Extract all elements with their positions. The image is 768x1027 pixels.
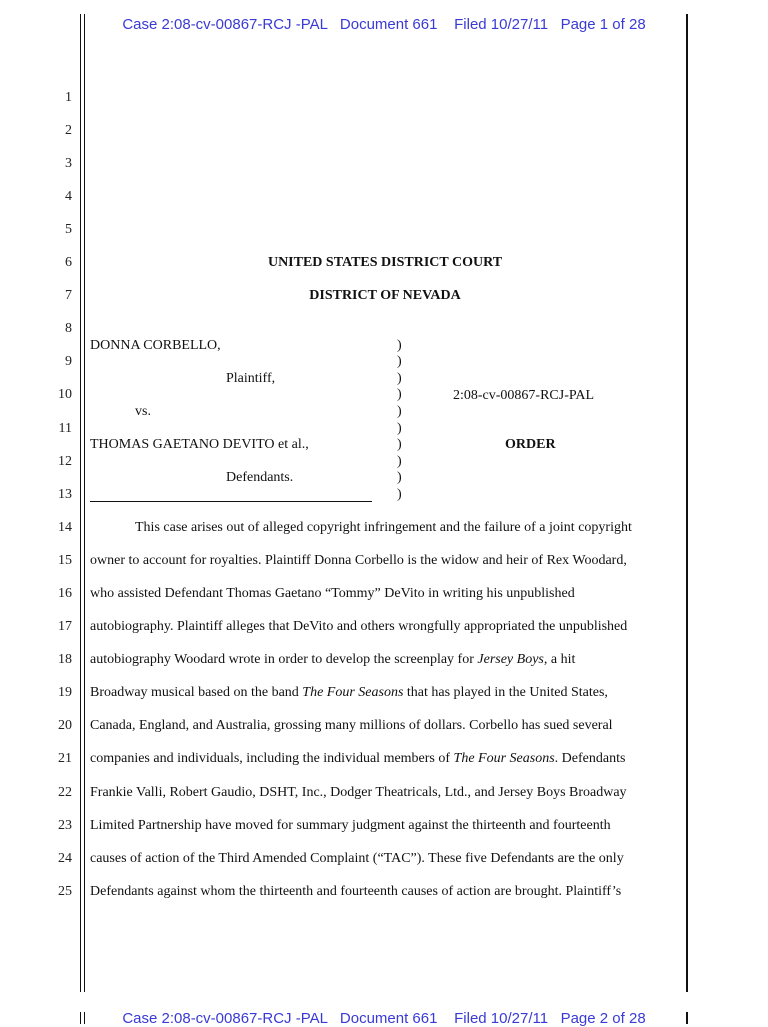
body-text-segment: , a hit bbox=[543, 652, 576, 667]
line-number: 20 bbox=[58, 718, 72, 733]
body-text-segment: that has played in the United States, bbox=[403, 685, 608, 700]
defendant-role: Defendants. bbox=[226, 470, 294, 485]
body-line: Frankie Valli, Robert Gaudio, DSHT, Inc., Dodger Theatricals, Ltd., and Jersey Boys Broadway bbox=[90, 785, 627, 800]
line-number: 3 bbox=[65, 156, 72, 171]
line-number: 21 bbox=[58, 751, 72, 766]
body-line: causes of action of the Third Amended Complaint (“TAC”). These five Defendants are the only bbox=[90, 851, 624, 866]
caption-paren: ) bbox=[397, 387, 402, 402]
body-line: Limited Partnership have moved for summary judgment against the thirteenth and fourteenth bbox=[90, 818, 611, 833]
body-text-segment: autobiography Woodard wrote in order to develop the screenplay for bbox=[90, 652, 478, 667]
body-line: Canada, England, and Australia, grossing many millions of dollars. Corbello has sued several bbox=[90, 718, 613, 733]
line-number: 15 bbox=[58, 553, 72, 568]
body-line bbox=[90, 685, 676, 701]
body-text-segment: . Defendants bbox=[554, 751, 626, 766]
line-number: 22 bbox=[58, 785, 72, 800]
line-number: 19 bbox=[58, 685, 72, 700]
caption-rule bbox=[90, 501, 372, 502]
document-title: ORDER bbox=[505, 437, 556, 452]
body-italic-title: Jersey Boys bbox=[477, 652, 544, 667]
body-italic-title: The Four Seasons bbox=[302, 685, 404, 700]
versus-label: vs. bbox=[135, 404, 151, 419]
line-number: 24 bbox=[58, 851, 72, 866]
caption-paren: ) bbox=[397, 470, 402, 485]
plaintiff-name: DONNA CORBELLO, bbox=[90, 338, 221, 353]
right-margin-rule bbox=[686, 14, 688, 992]
line-number: 12 bbox=[58, 454, 72, 469]
line-number: 10 bbox=[58, 387, 72, 402]
line-number: 17 bbox=[58, 619, 72, 634]
caption-paren: ) bbox=[397, 371, 402, 386]
caption-paren: ) bbox=[397, 487, 402, 502]
next-page-left-rule-outer bbox=[80, 1012, 81, 1024]
body-line: owner to account for royalties. Plaintiff Donna Corbello is the widow and heir of Rex Woodard, bbox=[90, 553, 627, 568]
left-margin-rule-inner bbox=[84, 14, 85, 992]
court-district: DISTRICT OF NEVADA bbox=[309, 288, 461, 303]
line-number: 16 bbox=[58, 586, 72, 601]
body-line: Defendants against whom the thirteenth and fourteenth causes of action are brought. Plaintiff’s bbox=[90, 884, 622, 899]
body-line: This case arises out of alleged copyright infringement and the failure of a joint copyright bbox=[135, 520, 632, 535]
body-line bbox=[90, 751, 676, 767]
body-line bbox=[90, 652, 676, 668]
line-number: 1 bbox=[65, 90, 72, 105]
case-number: 2:08-cv-00867-RCJ-PAL bbox=[453, 388, 595, 403]
line-number: 6 bbox=[65, 255, 72, 270]
caption-paren: ) bbox=[397, 421, 402, 436]
left-margin-rule-outer bbox=[80, 14, 81, 992]
line-number: 14 bbox=[58, 520, 72, 535]
line-number: 25 bbox=[58, 884, 72, 899]
line-number: 4 bbox=[65, 189, 72, 204]
page-header: Case 2:08-cv-00867-RCJ -PAL Document 661 Filed 10/27/11 Page 1 of 28 bbox=[122, 16, 646, 33]
line-number: 8 bbox=[65, 321, 72, 336]
line-number: 18 bbox=[58, 652, 72, 667]
line-number: 11 bbox=[58, 421, 72, 436]
body-line: who assisted Defendant Thomas Gaetano “Tommy” DeVito in writing his unpublished bbox=[90, 586, 575, 601]
body-text-segment: Broadway musical based on the band bbox=[90, 685, 303, 700]
body-text-segment: companies and individuals, including the individual members of bbox=[90, 751, 454, 766]
caption-paren: ) bbox=[397, 454, 402, 469]
defendant-name: THOMAS GAETANO DEVITO et al., bbox=[90, 437, 309, 452]
caption-paren: ) bbox=[397, 437, 402, 452]
caption-paren: ) bbox=[397, 354, 402, 369]
court-name: UNITED STATES DISTRICT COURT bbox=[267, 255, 503, 270]
plaintiff-role: Plaintiff, bbox=[226, 371, 276, 386]
line-number: 13 bbox=[58, 487, 72, 502]
next-page-right-rule bbox=[686, 1012, 688, 1024]
body-line: autobiography. Plaintiff alleges that DeVito and others wrongfully appropriated the unpublished bbox=[90, 619, 628, 634]
next-page-left-rule-inner bbox=[84, 1012, 85, 1024]
caption-paren: ) bbox=[397, 338, 402, 353]
line-number: 9 bbox=[65, 354, 72, 369]
line-number: 5 bbox=[65, 222, 72, 237]
caption-paren: ) bbox=[397, 404, 402, 419]
line-number: 7 bbox=[65, 288, 72, 303]
next-page-header: Case 2:08-cv-00867-RCJ -PAL Document 661 Filed 10/27/11 Page 2 of 28 bbox=[122, 1010, 646, 1027]
line-number: 23 bbox=[58, 818, 72, 833]
line-number: 2 bbox=[65, 123, 72, 138]
body-italic-title: The Four Seasons bbox=[453, 751, 555, 766]
